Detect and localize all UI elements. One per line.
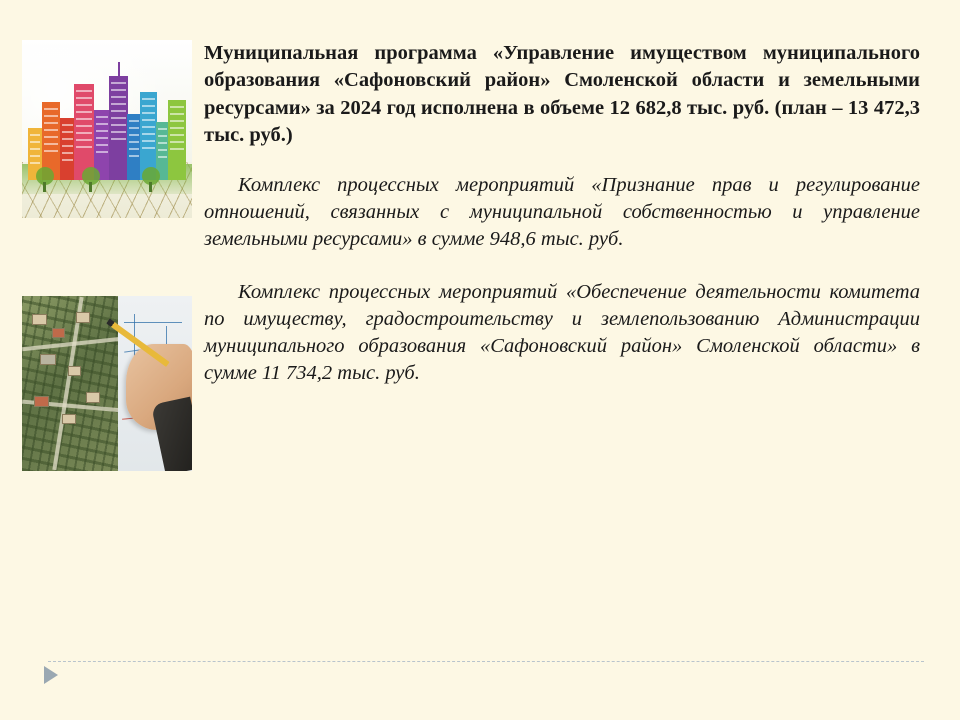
rooftop-shape	[32, 314, 47, 325]
building-shape	[168, 100, 186, 180]
city-skyline-blueprint-photo	[22, 40, 192, 218]
aerial-map-hand-drawing-photo	[22, 296, 192, 471]
text-column	[204, 40, 920, 387]
plan-line	[124, 322, 182, 323]
rooftop-shape	[34, 396, 49, 407]
spire-shape	[118, 62, 120, 80]
measure-paragraph-committee: Комплекс процессных мероприятий «Обеспечение деятельности комитета по имуществу, градостроительству и землепользованию Администрации муниципального образования «Сафоновский район» Смоленской области» в сумме 11 734,2 тыс. руб.	[204, 281, 920, 385]
building-shape	[127, 114, 141, 180]
rooftop-shape	[52, 328, 65, 338]
rooftop-shape	[68, 366, 81, 376]
building-shape	[109, 76, 128, 180]
tree-shape	[142, 166, 160, 192]
rooftop-shape	[86, 392, 100, 403]
rooftop-shape	[76, 312, 90, 323]
next-slide-arrow-icon[interactable]	[44, 666, 58, 684]
image-column	[22, 40, 192, 471]
program-summary-paragraph: Муниципальная программа «Управление имуществом муниципального образования «Сафоновский район» Смоленской области и земельными ресурсами» за 2024 год исполнена в объеме 12 682,8 тыс. руб. (план – 13 472,3 тыс. руб.)	[204, 42, 920, 146]
building-shape	[60, 118, 75, 180]
tree-shape	[36, 166, 54, 192]
tree-shape	[82, 166, 100, 192]
footer-divider	[48, 661, 924, 662]
rooftop-shape	[62, 414, 76, 424]
rooftop-shape	[40, 354, 56, 365]
measure-paragraph-rights: Комплекс процессных мероприятий «Признание прав и регулирование отношений, связанных с муниципальной собственностью и управление земельными ресурсами» в сумме 948,6 тыс. руб.	[204, 174, 920, 251]
